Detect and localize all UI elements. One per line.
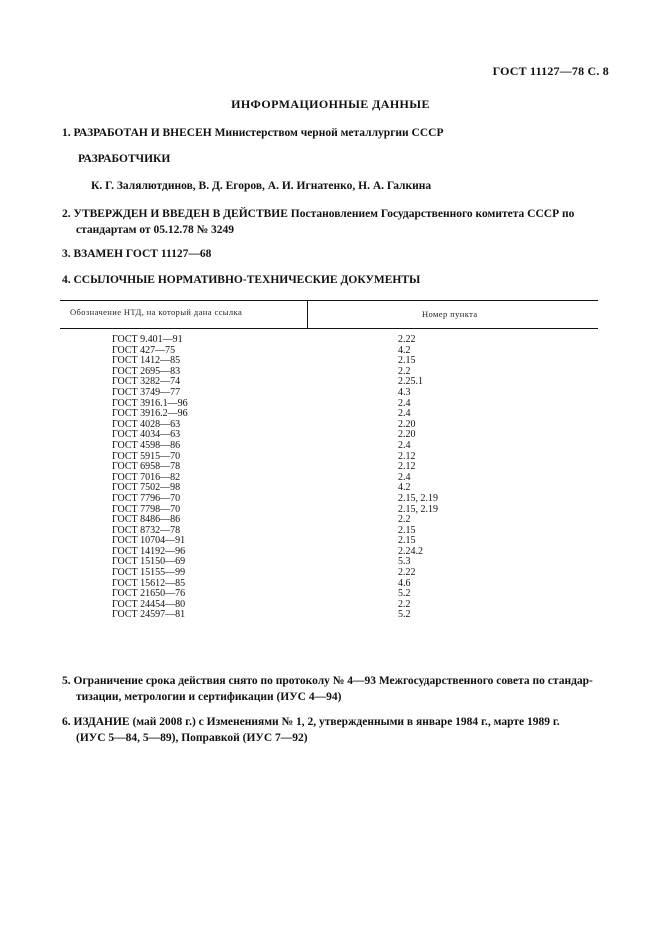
table-cell-document: ГОСТ 7502—98 [112,482,181,494]
section-6-line-1: 6. ИЗДАНИЕ (май 2008 г.) с Изменениями № 1, 2, утвержденными в январе 1984 г., марте 1989 г. [62,716,560,728]
table-row [60,441,598,452]
table-cell-document: ГОСТ 15150—69 [112,556,186,568]
table-cell-document: ГОСТ 427—75 [112,344,176,356]
table-cell-clause: 2.15 [398,524,416,536]
table-cell-clause: 2.12 [398,461,416,473]
table-cell-clause: 2.4 [398,408,411,420]
table-cell-document: ГОСТ 7016—82 [112,471,181,483]
table-cell-document: ГОСТ 8732—78 [112,524,181,536]
table-cell-document: ГОСТ 2695—83 [112,365,181,377]
table-cell-clause: 5.3 [398,556,411,568]
table-cell-document: ГОСТ 4028—63 [112,418,181,430]
table-cell-document: ГОСТ 21650—76 [112,588,186,600]
table-cell-document: ГОСТ 7798—70 [112,503,181,515]
table-cell-clause: 2.15, 2.19 [398,492,438,504]
table-cell-clause: 2.20 [398,418,416,430]
table-cell-clause: 2.4 [398,439,411,451]
table-cell-document: ГОСТ 3282—74 [112,376,181,388]
table-header-divider [307,301,308,328]
section-3-replaces: 3. ВЗАМЕН ГОСТ 11127—68 [62,248,212,260]
table-row [60,335,598,346]
table-header [60,300,598,329]
table-body [60,335,598,621]
table-row [60,388,598,399]
table-cell-document: ГОСТ 9.401—91 [112,334,183,345]
table-cell-document: ГОСТ 7796—70 [112,492,181,504]
table-cell-clause: 2.25.1 [398,376,423,388]
table-cell-clause: 2.15, 2.19 [398,503,438,515]
table-cell-clause: 2.2 [398,365,411,377]
table-cell-document: ГОСТ 24597—81 [112,609,186,621]
section-5-line-1: 5. Ограничение срока действия снято по протоколу № 4—93 Межгосударственного совета по стандар- [62,675,593,687]
table-cell-clause: 2.12 [398,450,416,462]
table-cell-clause: 2.24.2 [398,545,423,557]
table-cell-clause: 4.6 [398,577,411,589]
table-header-document: Обозначение НТД, на который дана ссылка [70,307,243,317]
table-cell-clause: 5.2 [398,609,411,621]
section-2-line-1: 2. УТВЕРЖДЕН И ВВЕДЕН В ДЕЙСТВИЕ Постановлением Государственного комитета СССР по [62,208,575,220]
table-cell-document: ГОСТ 8486—86 [112,514,181,526]
table-cell-clause: 4.3 [398,386,411,398]
table-cell-clause: 2.2 [398,514,411,526]
table-cell-document: ГОСТ 14192—96 [112,545,186,557]
section-1-developed: 1. РАЗРАБОТАН И ВНЕСЕН Министерством черной металлургии СССР [62,127,444,139]
page-header-reference: ГОСТ 11127—78 С. 8 [492,64,609,78]
table-cell-document: ГОСТ 4598—86 [112,439,181,451]
table-cell-document: ГОСТ 5915—70 [112,450,181,462]
table-cell-clause: 2.15 [398,535,416,547]
section-2-approved [62,206,602,238]
table-cell-document: ГОСТ 10704—91 [112,535,186,547]
table-cell-document: ГОСТ 3916.1—96 [112,397,188,409]
table-cell-clause: 4.2 [398,344,411,356]
developers-label: РАЗРАБОТЧИКИ [78,153,171,165]
section-5-line-2: тизации, метрологии и сертификации (ИУС 4—94) [76,691,342,703]
references-table [60,300,598,621]
table-cell-document: ГОСТ 6958—78 [112,461,181,473]
table-cell-document: ГОСТ 1412—85 [112,355,181,367]
table-cell-clause: 2.15 [398,355,416,367]
developers-names: К. Г. Залялютдинов, В. Д. Егоров, А. И. Игнатенко, Н. А. Галкина [91,180,432,192]
section-6-edition [62,714,602,746]
table-cell-clause: 2.4 [398,471,411,483]
table-row [60,610,598,621]
table-cell-clause: 2.22 [398,567,416,579]
table-cell-document: ГОСТ 24454—80 [112,598,186,610]
table-cell-document: ГОСТ 3916.2—96 [112,408,188,420]
table-cell-clause: 2.2 [398,598,411,610]
page-title: ИНФОРМАЦИОННЫЕ ДАННЫЕ [231,97,430,111]
table-cell-clause: 5.2 [398,588,411,600]
table-header-clause: Номер пункта [422,309,478,319]
section-4-references: 4. ССЫЛОЧНЫЕ НОРМАТИВНО-ТЕХНИЧЕСКИЕ ДОКУМЕНТЫ [62,274,421,286]
table-cell-document: ГОСТ 15612—85 [112,577,186,589]
section-2-line-2: стандартам от 05.12.78 № 3249 [76,224,235,236]
table-cell-document: ГОСТ 4034—63 [112,429,181,441]
table-cell-clause: 2.4 [398,397,411,409]
section-5-limitation [62,673,602,705]
table-cell-clause: 2.22 [398,334,416,345]
table-cell-document: ГОСТ 3749—77 [112,386,181,398]
section-6-line-2: (ИУС 5—84, 5—89), Поправкой (ИУС 7—92) [76,732,308,744]
table-cell-clause: 2.20 [398,429,416,441]
table-cell-document: ГОСТ 15155—99 [112,567,186,579]
table-cell-clause: 4.2 [398,482,411,494]
table-row [60,494,598,505]
